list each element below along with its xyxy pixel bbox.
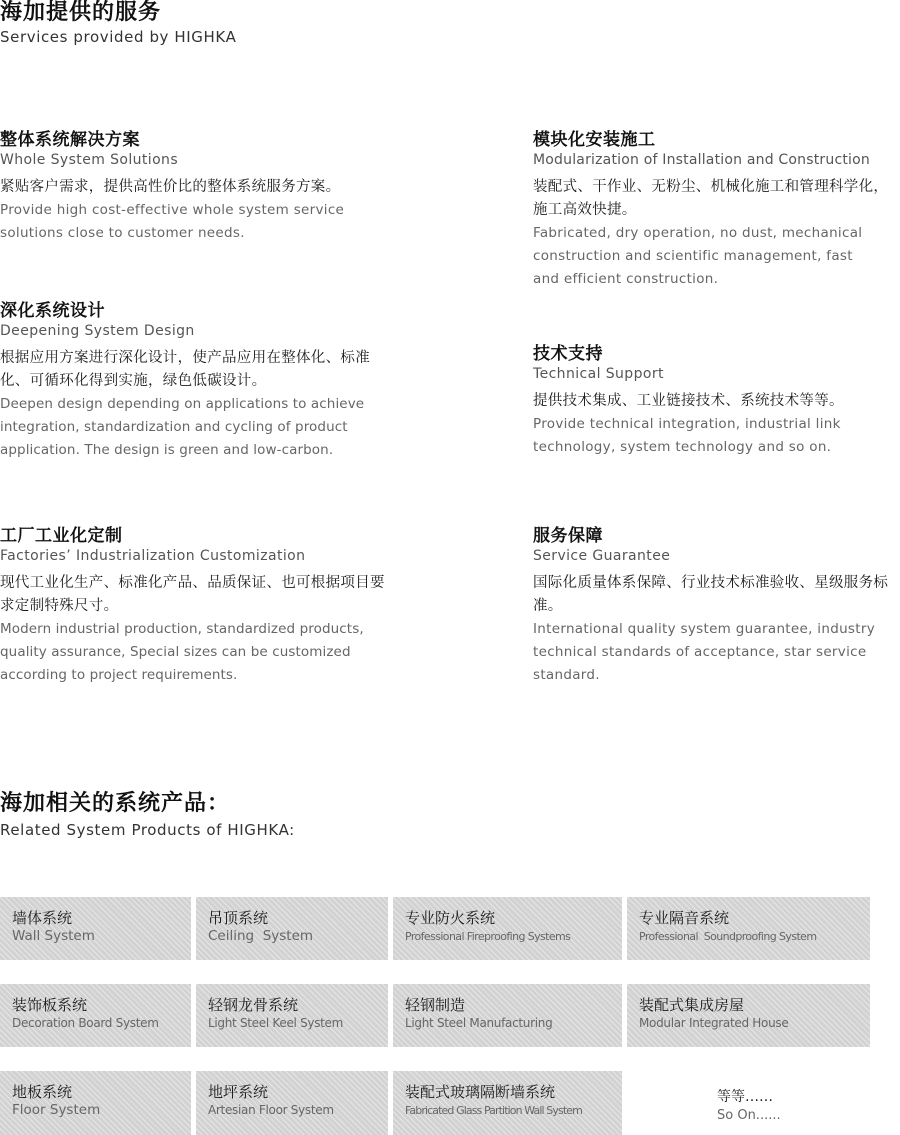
product-tile-soundproofing: [627, 897, 870, 960]
page-title: 海加提供的服务: [0, 0, 162, 25]
service-guarantee: [533, 525, 900, 687]
product-tile-decoration-board: [0, 984, 191, 1047]
product-name-en: Ceiling System: [208, 928, 314, 944]
product-tile-fireproofing: [393, 897, 622, 960]
service-desc-en: Modern industrial production, standardized products, quality assurance, Special sizes can be customized according to project requirements.: [0, 621, 364, 683]
service-desc: 国际化质量体系保障、行业技术标准验收、星级服务标准。: [533, 575, 889, 614]
service-title: 深化系统设计: [0, 301, 105, 321]
service-title: 技术支持: [533, 344, 603, 364]
product-name: 等等……: [717, 1089, 773, 1105]
product-tile-light-steel-keel: [196, 984, 388, 1047]
product-name: 专业防火系统: [405, 909, 496, 927]
product-name: 轻钢制造: [405, 996, 466, 1014]
service-title: 模块化安装施工: [533, 130, 656, 150]
service-title-en: Service Guarantee: [533, 548, 671, 564]
product-name-en: Light Steel Manufacturing: [405, 1016, 553, 1030]
product-tile-artesian-floor: [196, 1071, 388, 1135]
product-name: 装饰板系统: [12, 996, 88, 1014]
service-title-en: Modularization of Installation and Construction: [533, 152, 870, 168]
service-title: 工厂工业化定制: [0, 526, 123, 546]
service-desc: 现代工业化生产、标准化产品、品质保证、也可根据项目要求定制特殊尺寸。: [0, 575, 385, 614]
service-title-en: Factories’ Industrialization Customization: [0, 548, 306, 564]
service-desc: 根据应用方案进行深化设计，使产品应用在整体化、标准化、可循环化得到实施，绿色低碳设计。: [0, 350, 370, 389]
product-tile-light-steel-manufacturing: [393, 984, 622, 1047]
product-name-en: Wall System: [12, 928, 95, 944]
product-name: 轻钢龙骨系统: [208, 996, 299, 1014]
service-title: 整体系统解决方案: [0, 130, 140, 150]
service-desc: 提供技术集成、工业链接技术、系统技术等等。: [533, 393, 844, 409]
service-title-en: Deepening System Design: [0, 323, 195, 339]
product-tile-wall-system: [0, 897, 191, 960]
product-name-en: Light Steel Keel System: [208, 1016, 344, 1030]
service-factory-customization: [0, 525, 392, 687]
service-desc-en: Deepen design depending on applications to achieve integration, standardization and cycling of product application. The design is green and low-carbon.: [0, 396, 365, 458]
product-name-en: Artesian Floor System: [208, 1103, 334, 1117]
service-title-en: Whole System Solutions: [0, 152, 179, 168]
product-name-en: Modular Integrated House: [639, 1016, 789, 1030]
product-name: 装配式玻璃隔断墙系统: [405, 1083, 556, 1101]
service-title: 服务保障: [533, 526, 603, 546]
product-name-en: Professional Soundproofing System: [639, 930, 817, 943]
service-title-en: Technical Support: [533, 366, 664, 382]
product-tile-so-on: [705, 1076, 870, 1135]
product-name-en: Decoration Board System: [12, 1016, 159, 1030]
service-technical-support: [533, 343, 900, 459]
product-tile-floor-system: [0, 1071, 191, 1135]
products-subtitle: Related System Products of HIGHKA:: [0, 821, 295, 839]
service-desc-en: Provide high cost-effective whole system service solutions close to customer needs.: [0, 202, 345, 241]
product-name-en: Fabricated Glass Partition Wall System: [405, 1104, 582, 1117]
product-name: 墙体系统: [12, 909, 73, 927]
service-deepening-design: [0, 300, 390, 462]
service-modular-installation: [533, 129, 900, 291]
product-name: 专业隔音系统: [639, 909, 730, 927]
product-name-en: Professional Fireproofing Systems: [405, 930, 571, 943]
products-title: 海加相关的系统产品：: [0, 791, 231, 816]
service-desc: 装配式、干作业、无粉尘、机械化施工和管理科学化，施工高效快捷。: [533, 179, 889, 218]
service-whole-system-solutions: [0, 129, 390, 245]
product-tile-glass-partition: [393, 1071, 622, 1135]
product-name: 装配式集成房屋: [639, 996, 745, 1014]
service-desc: 紧贴客户需求，提供高性价比的整体系统服务方案。: [0, 179, 341, 195]
product-name: 吊顶系统: [208, 909, 269, 927]
product-tile-ceiling-system: [196, 897, 388, 960]
product-name: 地坪系统: [208, 1083, 269, 1101]
product-tile-modular-house: [627, 984, 870, 1047]
page-subtitle: Services provided by HIGHKA: [0, 28, 237, 46]
service-desc-en: Fabricated, dry operation, no dust, mechanical construction and scientific management, fast and efficient construction.: [533, 225, 863, 287]
service-desc-en: International quality system guarantee, industry technical standards of acceptance, star service standard.: [533, 621, 875, 683]
product-name: 地板系统: [12, 1083, 73, 1101]
product-name-en: So On......: [717, 1108, 781, 1123]
product-name-en: Floor System: [12, 1102, 101, 1118]
service-desc-en: Provide technical integration, industrial link technology, system technology and so on.: [533, 416, 841, 455]
